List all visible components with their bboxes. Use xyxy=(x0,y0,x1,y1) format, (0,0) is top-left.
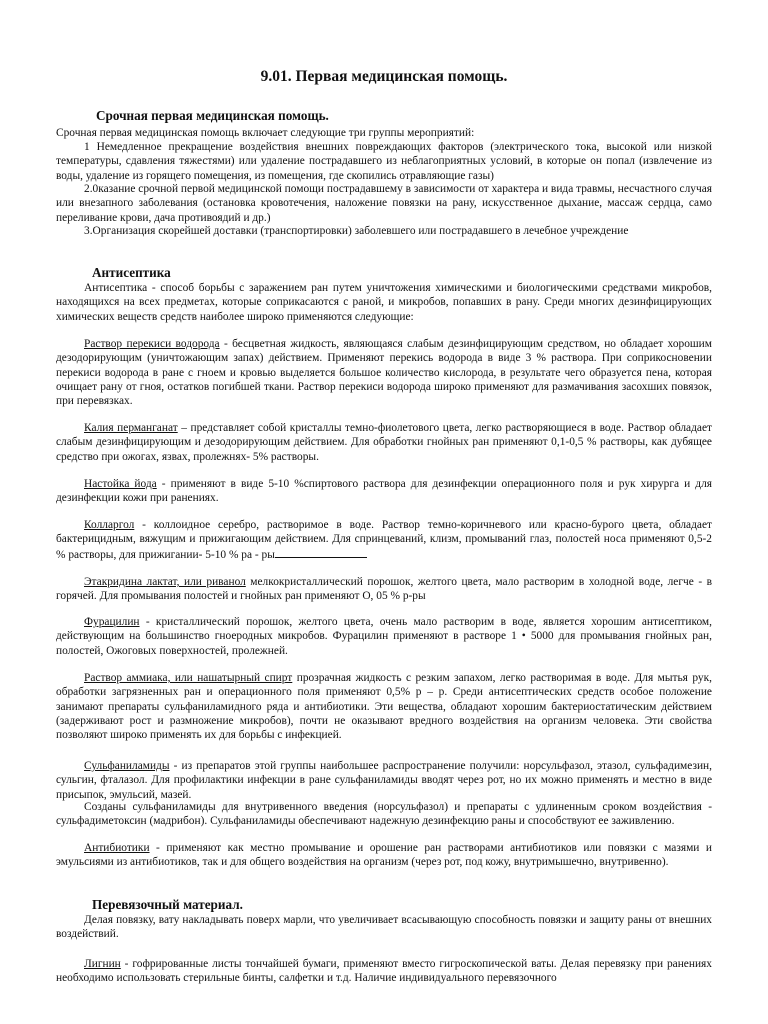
paragraph-antibiotics xyxy=(56,841,712,870)
first-aid-item-1: 1 Немедленное прекращение воздействия внешних повреждающих факторов (электрического тока, высокой или низкой температуры, сдавления тяжестями) или удаление пострадавшего из неблагоприятных условий, в которые он попал (извлечение из воды, удаление из горящего помещения, из помещения, где скопились отравляющие газы) xyxy=(56,141,712,182)
term-collargol: Колларгол xyxy=(84,519,135,531)
paragraph-furacilin xyxy=(56,615,712,658)
term-sulfonamides: Сульфаниламиды xyxy=(84,760,170,772)
paragraph-sulfonamides-iv: Созданы сульфаниламиды для внутривенного введения (норсульфазол) и препараты с удлиненным сроком воздействия - сульфадиметоксин (мадрибон). Сульфаниламиды обеспечивают надежную дезинфекцию раны и способствуют ее заживлению. xyxy=(56,801,712,828)
first-aid-item-2: 2.0казание срочной первой медицинской помощи пострадавшему в зависимости от характера и вида травмы, несчастного случая или внезапного заболевания (остановка кровотечения, наложение повязки на рану, искусственное дыхание, массаж сердца, само переливание крови, дача противоядий и др.) xyxy=(56,183,712,224)
text-iodine: - применяют в виде 5-10 %спиртового раствора для дезинфекции операционного поля и рук хирурга и для дезинфекции кожи при ранениях. xyxy=(56,478,712,505)
text-sulfonamides: - из препаратов этой группы наибольшее распространение получили: норсульфазол, этазол, сульфадимезин, сульгин, фталазол. Для профилактики инфекции в ране сульфаниламиды вводят через рот, но их можно применять и местно в виде присыпок, эмульсий, мазей. xyxy=(56,760,712,801)
dressing-intro: Делая повязку, вату накладывать поверх марли, что увеличивает всасывающую способность повязки и защиту раны от внешних воздействий. xyxy=(56,914,712,941)
term-potassium-permanganate: Калия перманганат xyxy=(84,422,178,434)
term-iodine: Настойка йода xyxy=(84,478,157,490)
paragraph-hydrogen-peroxide xyxy=(56,337,712,408)
term-lignin: Лигнин xyxy=(84,958,121,970)
blank-underline xyxy=(275,547,367,558)
term-antibiotics: Антибиотики xyxy=(84,842,150,854)
paragraph-collargol xyxy=(56,518,712,562)
paragraph-ammonia xyxy=(56,671,712,742)
text-antibiotics: - применяют как местно промывание и орошение ран растворами антибиотиков или повязки с мазями и эмульсиями из антибиотиков, так и для общего воздействия на организм (через рот, под кожу, внутримышечно, внутривенно). xyxy=(56,842,712,869)
term-furacilin: Фурацилин xyxy=(84,616,140,628)
section-heading-antiseptics: Антисептика xyxy=(92,265,171,280)
paragraph-sulfonamides xyxy=(56,759,712,802)
text-collargol: - коллоидное серебро, растворимое в воде. Раствор темно-коричневого или красно-бурого цвета, обладает бактерицидным, вяжущим и прижигающим действием. Для спринцеваний, клизм, промываний глаз, полостей носа применяют 0,5-2 % растворы, для прижигании- 5-10 % ра - ры xyxy=(56,519,712,561)
term-hydrogen-peroxide: Раствор перекиси водорода xyxy=(84,338,220,350)
text-ammonia: прозрачная жидкость с резким запахом, легко растворимая в воде. Для мытья рук, обработки загрязненных ран и операционного поля применяют 0,5% р – р. Среди антисептических средств особое положение занимают препараты сульфаниламидного ряда и антибиотики. Эти вещества, обладают хорошим бактериостатическим действием (задерживают рост и размножение микробов), почти не оказывают вредного воздействия на организм человека. Эти свойства позволяют широко применять их для борьбы с инфекцией. xyxy=(56,672,712,742)
text-furacilin: - кристаллический порошок, желтого цвета, очень мало растворим в воде, является хорошим антисептиком, действующим на большинство гноеродных микробов. Фурацилин применяют в растворе 1 • 5000 для промывания гнойных ран, полостей, Ожоговых поверхностей, пролежней. xyxy=(56,616,712,657)
paragraph-rivanol xyxy=(56,575,712,604)
paragraph-potassium-permanganate xyxy=(56,421,712,464)
page-title: 9.01. Первая медицинская помощь. xyxy=(260,68,508,85)
paragraph-lignin xyxy=(56,957,712,1023)
term-ammonia: Раствор аммиака, или нашатырный спирт xyxy=(84,672,293,684)
paragraph-iodine xyxy=(56,477,712,506)
section-heading-dressing-material: Перевязочный материал. xyxy=(92,897,243,912)
text-potassium-permanganate: – представляет собой кристаллы темно-фиолетового цвета, легко растворяющиеся в воде. Раствор обладает слабым дезинфицирующим и дезодорирующим действием. Для обработки гнойных ран применяют 0,1-0,5 % растворы, как дубящее средство при ожогах, язвах, пролежнях- 5% растворы. xyxy=(56,422,712,463)
first-aid-item-3: 3.Организация скорейшей доставки (транспортировки) заболевшего или пострадавшего в лечебное учреждение xyxy=(84,225,629,237)
section-heading-first-aid: Срочная первая медицинская помощь. xyxy=(96,108,329,123)
text-hydrogen-peroxide: - бесцветная жидкость, являющаяся слабым дезинфицирующим средством, но обладает хорошим дезодорирующим (уничтожающим запах) действием. Применяют перекись водорода в виде 3 % раствора. При соприкосновении перекиси водорода в ране с гноем и кровью выделяется большое количество кислорода, в результате чего образуется пена, которая очищает рану от гноя, остатков погибшей ткани. Раствор перекиси водорода широко применяют для размачивания засохших повязок, при перевязках. xyxy=(56,338,712,408)
term-rivanol: Этакридина лактат, или риванол xyxy=(84,576,246,588)
text-rivanol: мелкокристаллический порошок, желтого цвета, мало растворим в холодной воде, легче - в горячей. Для промывания полостей и гнойных ран применяют О, 05 % р-ры xyxy=(56,576,712,603)
first-aid-intro: Срочная первая медицинская помощь включает следующие три группы мероприятий: xyxy=(56,127,475,139)
antiseptics-intro: Антисептика - способ борьбы с заражением ран путем уничтожения химическими и биологическими средствами микробов, находящихся на всех предметах, которые соприкасаются с раной, и микробов, попавших в рану. Среди многих дезинфицирующих химических веществ средств наиболее широко применяются следующие: xyxy=(56,282,712,323)
text-lignin: - гофрированные листы тончайшей бумаги, применяют вместо гигроскопической ваты. Делая перевязку при ранениях необходимо использовать стерильные бинты, салфетки и т.д. Наличие индивидуального перевязочного xyxy=(56,958,712,985)
